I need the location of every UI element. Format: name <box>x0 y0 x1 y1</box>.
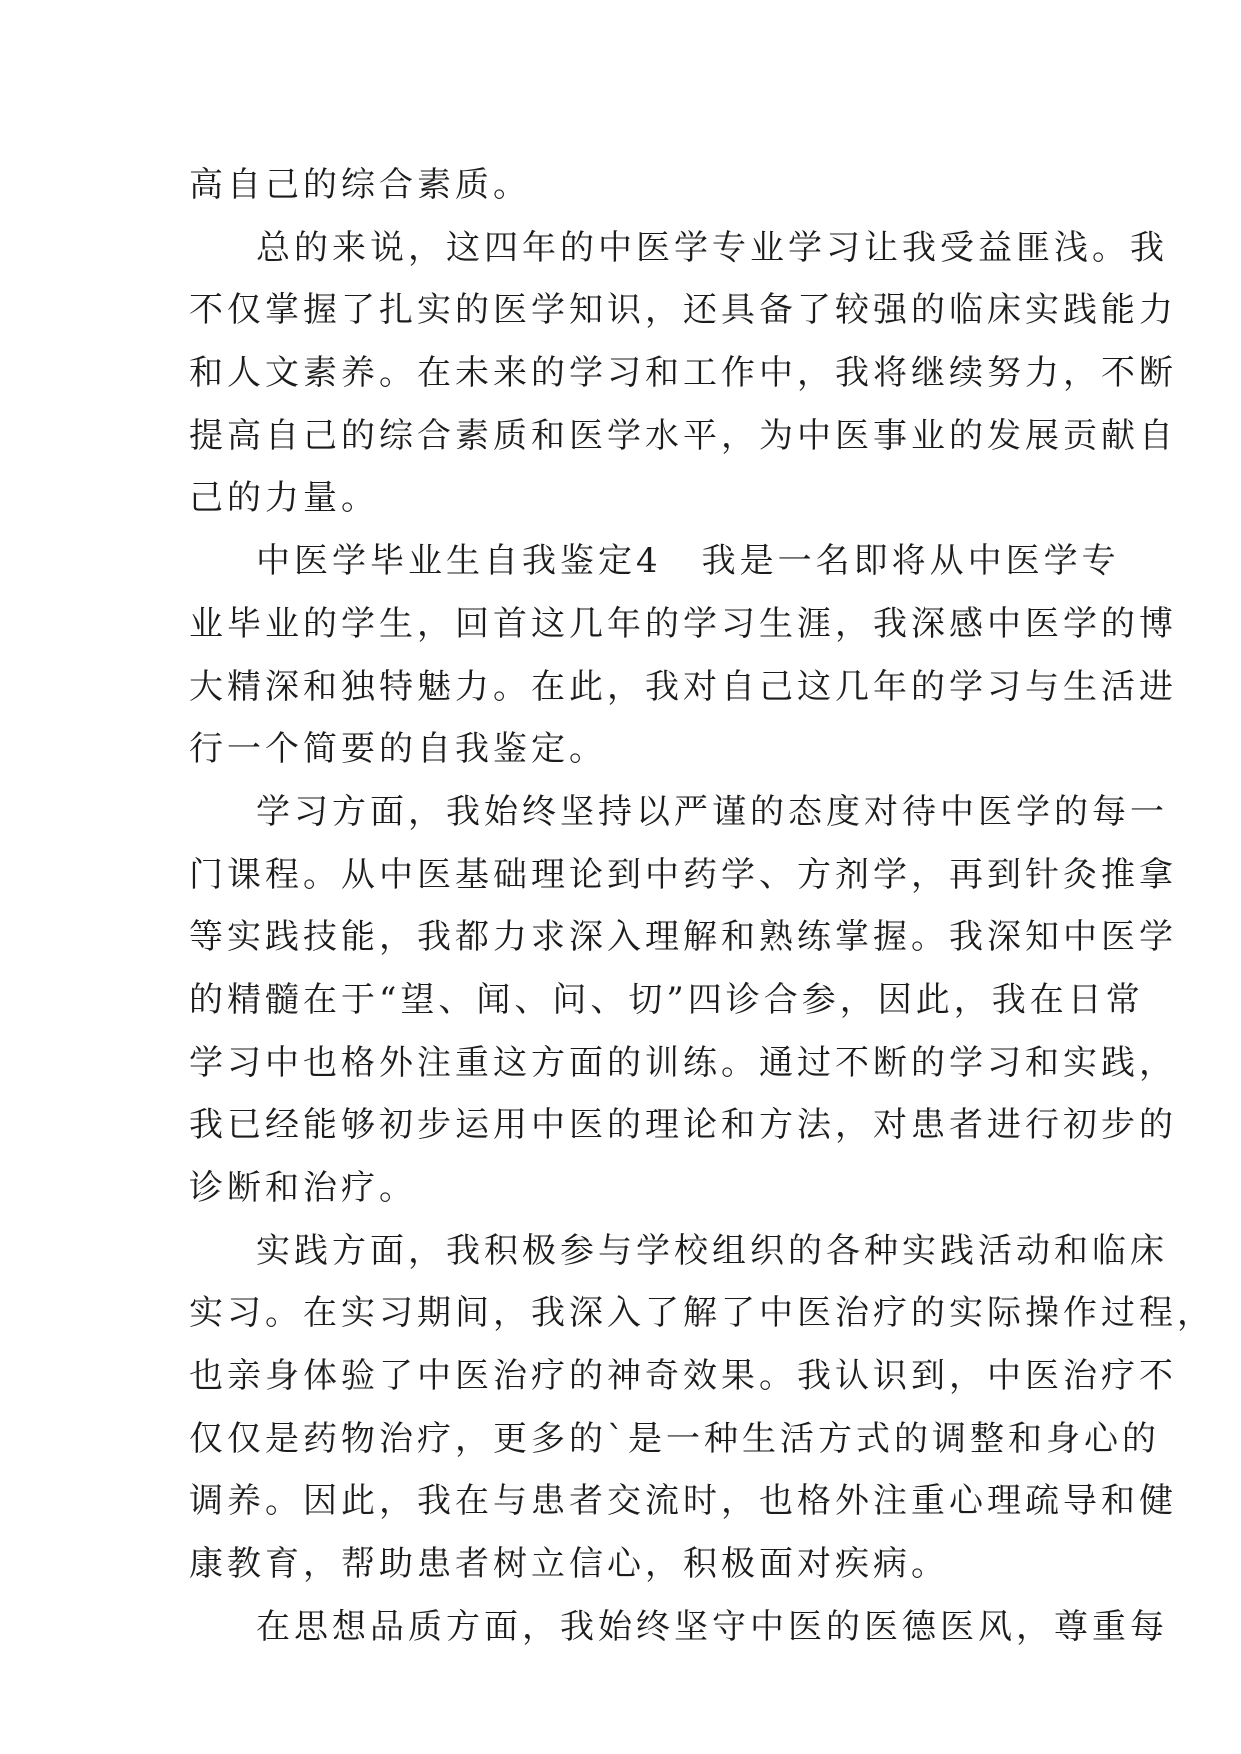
text-line: 诊断和治疗。 <box>189 1168 417 1208</box>
section-heading-line <box>189 530 1120 593</box>
text-line: 不仅掌握了扎实的医学知识，还具备了较强的临床实践能力 <box>189 290 1177 331</box>
text-line: 提高自己的综合素质和医学水平，为中医事业的发展贡献自 <box>189 415 1177 456</box>
text-line: 康教育，帮助患者树立信心，积极面对疾病。 <box>189 1544 949 1585</box>
text-line: 行一个简要的自我鉴定。 <box>189 729 607 770</box>
text-line: 大精深和独特魅力。在此，我对自己这几年的学习与生活进 <box>189 666 1177 707</box>
text-line: 实习。在实习期间，我深入了解了中医治疗的实际操作过程， <box>189 1293 1215 1334</box>
document-body <box>189 154 1215 1659</box>
text-line: 仅仅是药物治疗，更多的`是一种生活方式的调整和身心的 <box>189 1418 1160 1459</box>
paragraph-start-line: 实践方面，我积极参与学校组织的各种实践活动和临床 <box>256 1230 1168 1271</box>
text-line: 调养。因此，我在与患者交流时，也格外注重心理疏导和健 <box>189 1481 1177 1522</box>
text-line: 己的力量。 <box>189 478 379 519</box>
text-line: 的精髓在于“望、闻、问、切”四诊合参，因此，我在日常 <box>189 979 1144 1020</box>
paragraph-start-line: 总的来说，这四年的中医学专业学习让我受益匪浅。我 <box>256 227 1168 268</box>
section-heading: 中医学毕业生自我鉴定4 <box>256 541 662 582</box>
text-line: 业毕业的学生，回首这几年的学习生涯，我深感中医学的博 <box>189 603 1177 644</box>
text-line: 和人文素养。在未来的学习和工作中，我将继续努力，不断 <box>189 353 1177 394</box>
text-line: 也亲身体验了中医治疗的神奇效果。我认识到，中医治疗不 <box>189 1356 1177 1397</box>
text-line: 我已经能够初步运用中医的理论和方法，对患者进行初步的 <box>189 1105 1177 1146</box>
text-line: 门课程。从中医基础理论到中药学、方剂学，再到针灸推拿 <box>189 854 1177 895</box>
text-line: 高自己的综合素质。 <box>189 165 531 205</box>
section-first-sentence: 我是一名即将从中医学专 <box>701 541 1120 582</box>
paragraph-start-line: 学习方面，我始终坚持以严谨的态度对待中医学的每一 <box>256 791 1168 832</box>
text-line: 学习中也格外注重这方面的训练。通过不断的学习和实践， <box>189 1042 1177 1083</box>
text-line: 等实践技能，我都力求深入理解和熟练掌握。我深知中医学 <box>189 917 1177 958</box>
paragraph-start-line: 在思想品质方面，我始终坚守中医的医德医风，尊重每 <box>256 1606 1168 1647</box>
